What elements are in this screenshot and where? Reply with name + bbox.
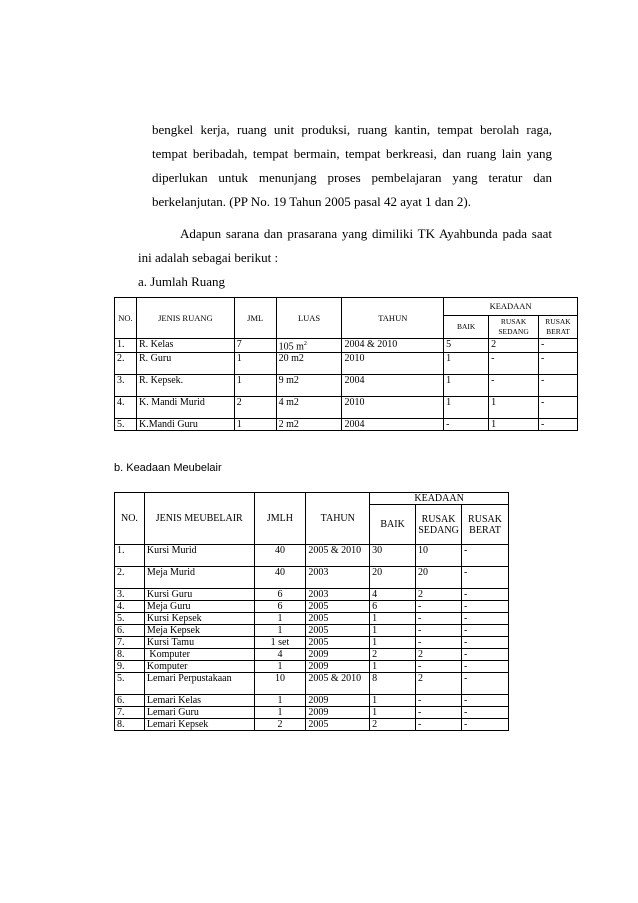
cell-jmlh: 1 — [254, 661, 306, 673]
cell-jenis: R. Kepsek. — [136, 375, 234, 397]
cell-jenis: Komputer — [144, 661, 254, 673]
cell-baik: 20 — [370, 567, 416, 589]
cell-no: 2. — [115, 353, 137, 375]
table-row — [115, 673, 509, 695]
cell-tahun: 2005 — [306, 601, 370, 613]
cell-sedang: - — [416, 613, 462, 625]
table-row — [115, 567, 509, 589]
cell-berat: - — [462, 601, 509, 613]
cell-baik: 1 — [370, 637, 416, 649]
table-row — [115, 339, 578, 353]
cell-no: 3. — [115, 375, 137, 397]
table-row — [115, 707, 509, 719]
cell-jenis: Lemari Kepsek — [144, 719, 254, 731]
header-jenis-ruang: JENIS RUANG — [136, 298, 234, 339]
section-b-heading: b. Keadaan Meubelair — [114, 462, 222, 474]
cell-jmlh: 1 — [254, 613, 306, 625]
cell-tahun: 2009 — [306, 649, 370, 661]
cell-jenis: R. Guru — [136, 353, 234, 375]
header-jenis-meubelair: JENIS MEUBELAIR — [144, 493, 254, 545]
cell-jenis: R. Kelas — [136, 339, 234, 353]
cell-jml: 1 — [234, 375, 276, 397]
paragraph-2-line-1: Adapun sarana dan prasarana yang dimiliki TK Ayahbunda pada saat — [180, 226, 552, 241]
cell-baik: - — [444, 419, 489, 431]
table-row — [115, 719, 509, 731]
table-row — [115, 613, 509, 625]
header-jmlh: JMLH — [254, 493, 306, 545]
cell-jenis: Lemari Kelas — [144, 695, 254, 707]
cell-no: 1. — [115, 339, 137, 353]
cell-berat: - — [462, 695, 509, 707]
cell-no: 2. — [115, 567, 145, 589]
cell-baik: 6 — [370, 601, 416, 613]
header-no: NO. — [115, 493, 145, 545]
cell-no: 7. — [115, 637, 145, 649]
cell-berat: - — [462, 673, 509, 695]
cell-berat: - — [539, 397, 578, 419]
cell-baik: 1 — [370, 613, 416, 625]
paragraph-line: berkelanjutan. (PP No. 19 Tahun 2005 pasal 42 ayat 1 dan 2). — [152, 194, 471, 209]
cell-jmlh: 2 — [254, 719, 306, 731]
cell-no: 5. — [115, 613, 145, 625]
cell-jmlh: 10 — [254, 673, 306, 695]
cell-no: 5. — [115, 673, 145, 695]
cell-luas: 20 m2 — [276, 353, 342, 375]
cell-jenis: Kursi Kepsek — [144, 613, 254, 625]
cell-baik: 1 — [444, 375, 489, 397]
cell-luas — [276, 339, 342, 353]
cell-baik: 1 — [444, 353, 489, 375]
cell-tahun: 2003 — [306, 567, 370, 589]
cell-berat: - — [462, 661, 509, 673]
cell-jml: 1 — [234, 353, 276, 375]
paragraph-line: diperlukan untuk menunjang proses pembelajaran yang teratur dan — [152, 170, 552, 185]
cell-jenis: K. Mandi Murid — [136, 397, 234, 419]
cell-berat: - — [539, 419, 578, 431]
cell-berat: - — [462, 719, 509, 731]
cell-jenis: Meja Kepsek — [144, 625, 254, 637]
header-rusak-berat: RUSAK BERAT — [539, 316, 578, 339]
cell-berat: - — [462, 545, 509, 567]
cell-baik: 1 — [444, 397, 489, 419]
cell-no: 9. — [115, 661, 145, 673]
cell-jenis: K.Mandi Guru — [136, 419, 234, 431]
cell-tahun: 2004 — [342, 419, 444, 431]
cell-tahun: 2009 — [306, 661, 370, 673]
cell-baik: 1 — [370, 625, 416, 637]
cell-no: 5. — [115, 419, 137, 431]
cell-luas: 2 m2 — [276, 419, 342, 431]
paragraph-line: tempat beribadah, tempat bermain, tempat berkreasi, dan ruang lain yang — [152, 146, 552, 161]
cell-no: 6. — [115, 625, 145, 637]
cell-tahun: 2009 — [306, 695, 370, 707]
cell-tahun: 2005 — [306, 637, 370, 649]
cell-jenis: Lemari Guru — [144, 707, 254, 719]
header-tahun: TAHUN — [306, 493, 370, 545]
cell-berat: - — [462, 625, 509, 637]
header-baik: BAIK — [370, 505, 416, 545]
cell-sedang: 20 — [416, 567, 462, 589]
cell-baik: 1 — [370, 707, 416, 719]
cell-jenis: Meja Murid — [144, 567, 254, 589]
cell-jenis: Lemari Perpustakaan — [144, 673, 254, 695]
cell-sedang: - — [416, 695, 462, 707]
header-rusak-sedang: RUSAK SEDANG — [489, 316, 539, 339]
cell-baik: 4 — [370, 589, 416, 601]
table-row — [115, 375, 578, 397]
cell-berat: - — [539, 353, 578, 375]
table-row — [115, 601, 509, 613]
cell-tahun: 2005 — [306, 719, 370, 731]
header-tahun: TAHUN — [342, 298, 444, 339]
table-row — [115, 661, 509, 673]
table-jumlah-ruang — [114, 297, 578, 431]
cell-jml: 7 — [234, 339, 276, 353]
cell-jenis: Kursi Guru — [144, 589, 254, 601]
cell-sedang: 2 — [489, 339, 539, 353]
table-row — [115, 545, 509, 567]
cell-no: 6. — [115, 695, 145, 707]
table-row — [115, 637, 509, 649]
cell-tahun: 2005 & 2010 — [306, 545, 370, 567]
header-baik: BAIK — [444, 316, 489, 339]
cell-no: 3. — [115, 589, 145, 601]
cell-jmlh: 1 set — [254, 637, 306, 649]
cell-jenis: Meja Guru — [144, 601, 254, 613]
cell-tahun: 2004 — [342, 375, 444, 397]
paragraph-2-line-2: ini adalah sebagai berikut : — [138, 250, 279, 265]
cell-berat: - — [462, 567, 509, 589]
cell-jenis: Kursi Murid — [144, 545, 254, 567]
cell-baik: 1 — [370, 695, 416, 707]
cell-jmlh: 40 — [254, 545, 306, 567]
cell-sedang: - — [489, 353, 539, 375]
luas-superscript: 2 — [303, 341, 307, 347]
table-row — [115, 419, 578, 431]
cell-jmlh: 6 — [254, 601, 306, 613]
cell-luas: 4 m2 — [276, 397, 342, 419]
cell-jml: 2 — [234, 397, 276, 419]
cell-sedang: 2 — [416, 589, 462, 601]
cell-berat: - — [462, 613, 509, 625]
table-row — [115, 625, 509, 637]
cell-sedang: - — [416, 661, 462, 673]
cell-jenis: Kursi Tamu — [144, 637, 254, 649]
table-row — [115, 695, 509, 707]
cell-jmlh: 1 — [254, 625, 306, 637]
cell-jmlh: 6 — [254, 589, 306, 601]
cell-sedang: - — [416, 707, 462, 719]
cell-tahun: 2005 — [306, 613, 370, 625]
cell-baik: 30 — [370, 545, 416, 567]
cell-berat: - — [462, 649, 509, 661]
cell-jmlh: 40 — [254, 567, 306, 589]
cell-sedang: 1 — [489, 397, 539, 419]
cell-jml: 1 — [234, 419, 276, 431]
cell-jenis: Komputer — [144, 649, 254, 661]
cell-tahun: 2003 — [306, 589, 370, 601]
paragraph-line: bengkel kerja, ruang unit produksi, ruang kantin, tempat berolah raga, — [152, 122, 552, 137]
cell-no: 4. — [115, 601, 145, 613]
cell-no: 7. — [115, 707, 145, 719]
header-keadaan: KEADAAN — [370, 493, 509, 505]
cell-baik: 2 — [370, 649, 416, 661]
cell-berat: - — [462, 589, 509, 601]
table-row — [115, 649, 509, 661]
cell-berat: - — [539, 339, 578, 353]
cell-tahun: 2004 & 2010 — [342, 339, 444, 353]
header-rusak-sedang: RUSAK SEDANG — [416, 505, 462, 545]
cell-jmlh: 1 — [254, 707, 306, 719]
cell-baik: 1 — [370, 661, 416, 673]
header-no: NO. — [115, 298, 137, 339]
paragraph-1 — [152, 118, 552, 214]
cell-no: 8. — [115, 649, 145, 661]
cell-sedang: 2 — [416, 649, 462, 661]
table-row — [115, 353, 578, 375]
table-row — [115, 589, 509, 601]
cell-sedang: - — [416, 625, 462, 637]
header-jml: JML — [234, 298, 276, 339]
cell-tahun: 2005 — [306, 625, 370, 637]
cell-berat: - — [539, 375, 578, 397]
table-meubelair — [114, 492, 509, 731]
cell-berat: - — [462, 707, 509, 719]
cell-baik: 8 — [370, 673, 416, 695]
cell-berat: - — [462, 637, 509, 649]
cell-luas: 9 m2 — [276, 375, 342, 397]
section-a-heading: a. Jumlah Ruang — [138, 274, 226, 289]
cell-sedang: - — [489, 375, 539, 397]
cell-sedang: 10 — [416, 545, 462, 567]
cell-baik: 5 — [444, 339, 489, 353]
cell-tahun: 2005 & 2010 — [306, 673, 370, 695]
cell-sedang: - — [416, 637, 462, 649]
cell-baik: 2 — [370, 719, 416, 731]
table-row — [115, 397, 578, 419]
cell-tahun: 2009 — [306, 707, 370, 719]
cell-sedang: - — [416, 719, 462, 731]
cell-tahun: 2010 — [342, 353, 444, 375]
cell-sedang: 2 — [416, 673, 462, 695]
cell-sedang: 1 — [489, 419, 539, 431]
cell-jmlh: 4 — [254, 649, 306, 661]
cell-no: 4. — [115, 397, 137, 419]
header-keadaan: KEADAAN — [444, 298, 578, 316]
header-luas: LUAS — [276, 298, 342, 339]
cell-tahun: 2010 — [342, 397, 444, 419]
cell-no: 8. — [115, 719, 145, 731]
cell-jmlh: 1 — [254, 695, 306, 707]
cell-no: 1. — [115, 545, 145, 567]
luas-value: 105 m — [278, 341, 304, 353]
cell-sedang: - — [416, 601, 462, 613]
header-rusak-berat: RUSAK BERAT — [462, 505, 509, 545]
